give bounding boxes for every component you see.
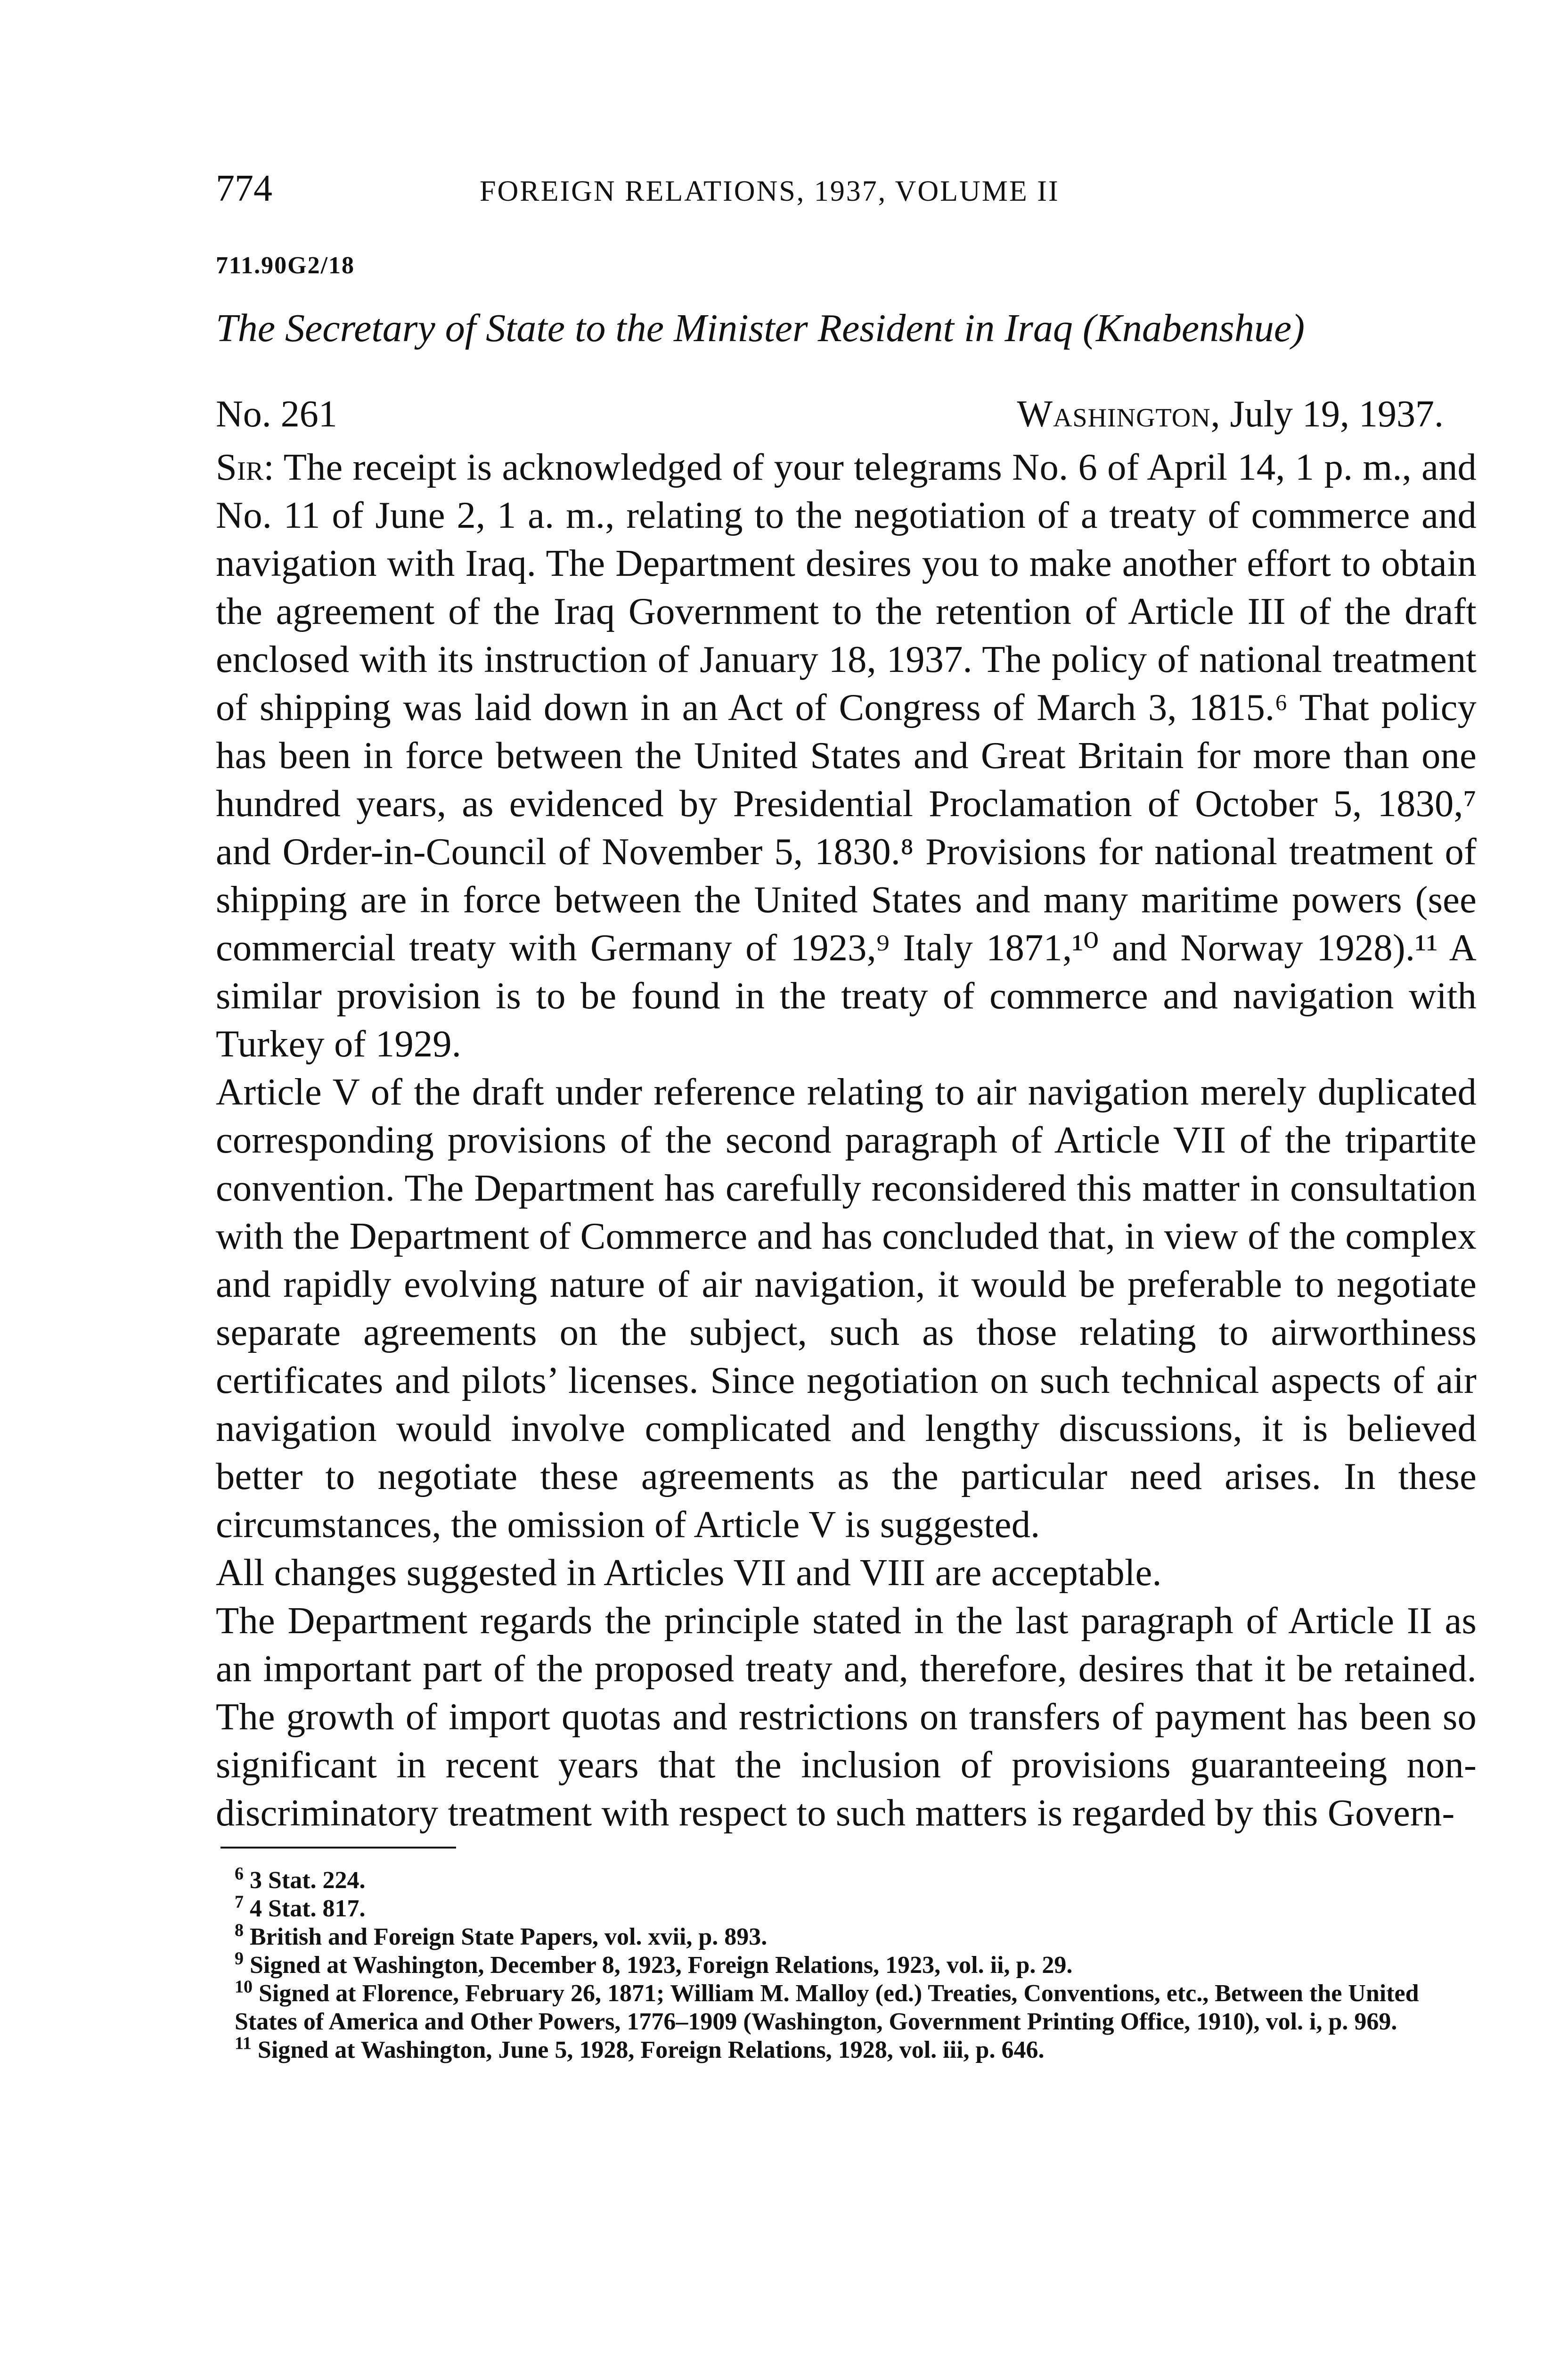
footnote-text: Signed at Florence, February 26, 1871; William M. Malloy (ed.) Treaties, Conventions, etc., Between the United States of America and Other Powers, 1776–1909 (Washington, Government Printing Office, 1910), vol. i, p. 969. — [235, 1980, 1419, 2036]
footnote-mark: 9 — [235, 1949, 244, 1969]
footnote-divider — [220, 1847, 456, 1849]
running-title: FOREIGN RELATIONS, 1937, VOLUME II — [480, 175, 1060, 207]
document-title: The Secretary of State to the Minister Resident in Iraq (Knabenshue) — [216, 306, 1305, 350]
paragraph-2: Article V of the draft under reference relating to air navigation merely duplicated corresponding provisions of the second paragraph of Article VII of the tripartite convention. The Department has carefully reconsidered this matter in consultation with the Department of Commerce and has concluded that, in view of the complex and rapidly evolving nature of air navigation, it would be preferable to negotiate separate agreements on the subject, such as those relating to airworthiness certificates and pilots’ licenses. Since negotiation on such technical aspects of air navigation would involve complicated and lengthy discussions, it is believed better to negotiate these agreements as the particular need arises. In these circumstances, the omission of Article V is suggested. — [216, 1071, 1477, 1546]
letter-body — [216, 443, 1477, 1837]
place: Washington, — [1017, 393, 1221, 435]
footnote-text: 4 Stat. 817. — [250, 1895, 366, 1922]
footnote-7 — [216, 1892, 1477, 1923]
footnote-10 — [216, 1977, 1477, 2036]
footnote-11 — [216, 2036, 1477, 2064]
instruction-number: No. 261 — [216, 393, 337, 435]
paragraph-4: The Department regards the principle stated in the last paragraph of Article II as an important part of the proposed treaty and, therefore, desires that it be retained. The growth of import quotas and restrictions on transfers of payment has been so significant in recent years that the inclusion of provisions guaranteeing non-discriminatory treatment with respect to such matters is regarded by this Govern- — [216, 1600, 1477, 1834]
dateline — [216, 395, 1477, 433]
running-header — [216, 170, 1477, 207]
footnote-text: 3 Stat. 224. — [250, 1867, 366, 1894]
paragraph-1 — [216, 443, 1477, 1068]
footnote-6 — [216, 1866, 1477, 1895]
footnote-8 — [216, 1923, 1477, 1951]
footnote-mark: 6 — [235, 1864, 244, 1884]
footnote-text: Signed at Washington, June 5, 1928, Foreign Relations, 1928, vol. iii, p. 646. — [257, 2037, 1045, 2064]
paragraph-1-text: The receipt is acknowledged of your telegrams No. 6 of April 14, 1 p. m., and No. 11 of June 2, 1 a. m., relating to the negotiation of a treaty of commerce and navigation with Iraq. The Department desires you to make another effort to obtain the agreement of the Iraq Government to the retention of Article III of the draft enclosed with its instruction of January 18, 1937. The policy of national treatment of shipping was laid down in an Act of Congress of March 3, 1815.⁶ That policy has been in force between the United States and Great Britain for more than one hundred years, as evidenced by Presidential Proclamation of October 5, 1830,⁷ and Order-in-Council of November 5, 1830.⁸ Provisions for national treatment of shipping are in force between the United States and many maritime powers (see commercial treaty with Germany of 1923,⁹ Italy 1871,¹⁰ and Norway 1928).¹¹ A similar provision is to be found in the treaty of commerce and navigation with Turkey of 1929. — [216, 446, 1477, 1065]
place-and-date — [1017, 395, 1444, 433]
footnote-mark: 11 — [235, 2034, 252, 2054]
salutation: Sir: — [216, 446, 274, 489]
document-page — [216, 170, 1477, 2064]
footnote-mark: 8 — [235, 1921, 244, 1941]
footnote-text: Signed at Washington, December 8, 1923, Foreign Relations, 1923, vol. ii, p. 29. — [250, 1952, 1073, 1979]
date: July 19, 1937. — [1230, 393, 1444, 435]
footnotes — [216, 1866, 1477, 2064]
footnote-mark: 7 — [235, 1892, 244, 1913]
footnote-text: British and Foreign State Papers, vol. xvii, p. 893. — [250, 1923, 768, 1951]
page-number: 774 — [216, 168, 272, 209]
footnote-mark: 10 — [235, 1977, 253, 1997]
footnote-9 — [216, 1951, 1477, 1980]
file-number: 711.90G2/18 — [216, 252, 355, 279]
paragraph-3: All changes suggested in Articles VII and VIII are acceptable. — [216, 1552, 1162, 1594]
